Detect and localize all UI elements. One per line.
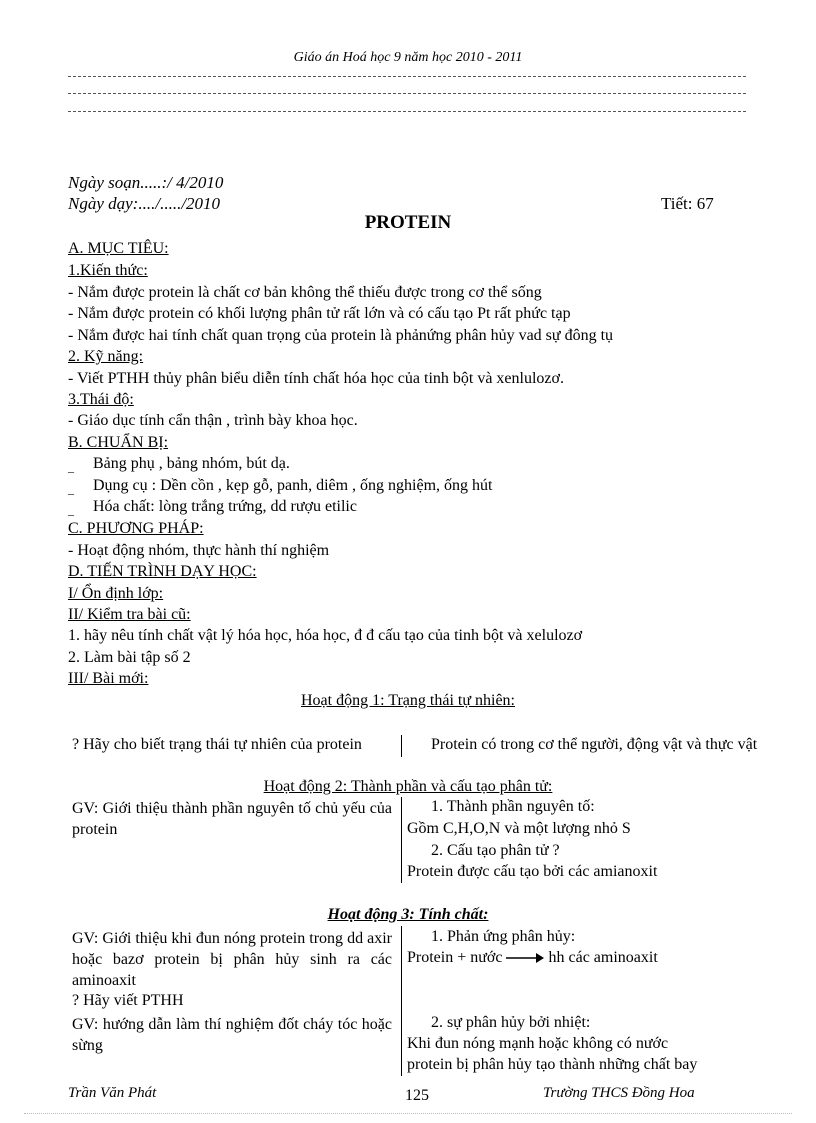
activity-heading: Hoạt động 1: Trạng thái tự nhiên:: [301, 692, 515, 709]
activity-right-line: Protein được cấu tạo bởi các amianoxit: [407, 863, 658, 880]
subsection-heading: 1.Kiến thức:: [68, 262, 148, 279]
activity-left-cell: GV: Giới thiệu khi đun nóng protein trong dd axir hoặc bazơ protein bị phân hủy sinh ra các aminoaxit: [72, 930, 392, 989]
activity-right-line: Gồm C,H,O,N và một lượng nhỏ S: [407, 820, 631, 837]
footer-school: Trường THCS Đồng Hoa: [543, 1085, 695, 1101]
step-heading: I/ Ổn định lớp:: [68, 585, 164, 602]
activity-right-cell: Protein có trong cơ thể người, động vật và thực vật: [431, 736, 758, 753]
page-header: Giáo án Hoá học 9 năm học 2010 - 2011: [293, 50, 523, 65]
section-heading: D. TIẾN TRÌNH DẠY HỌC:: [68, 563, 257, 580]
lesson-number: Tiết: 67: [661, 194, 714, 213]
activity-heading: Hoạt động 2: Thành phần và cấu tạo phân tử:: [263, 778, 553, 795]
page-title: PROTEIN: [364, 212, 452, 233]
section-heading: C. PHƯƠNG PHÁP:: [68, 520, 204, 537]
objective-line: - Nắm được protein là chất cơ bản không thể thiếu được trong cơ thể sống: [68, 284, 542, 301]
activity-right-line: 2. sự phân hủy bởi nhiệt:: [431, 1014, 591, 1031]
bullet-marker: _: [68, 503, 74, 517]
skills-line: - Viết PTHH thủy phân biểu diễn tính chất hóa học của tinh bột và xenlulozơ.: [68, 370, 564, 387]
reaction-arrow-icon: [506, 952, 544, 964]
subsection-heading: 3.Thái độ:: [68, 391, 134, 408]
question-line: 2. Làm bài tập số 2: [68, 649, 191, 666]
question-line: 1. hãy nêu tính chất vật lý hóa học, hóa học, đ đ cấu tạo của tinh bột và xelulozơ: [68, 627, 583, 644]
footer-divider: [24, 1113, 792, 1114]
activity-right-line: Khi đun nóng mạnh hoặc không có nước: [407, 1035, 669, 1052]
activity-right-line: 2. Cấu tạo phân tử ?: [431, 842, 560, 859]
activity-left-line: ? Hãy viết PTHH: [72, 992, 184, 1009]
reaction-equation: [407, 949, 658, 967]
prep-item: Bảng phụ , bảng nhóm, bút dạ.: [93, 455, 290, 472]
products: hh các aminoaxit: [548, 949, 658, 966]
activity-left-cell: ? Hãy cho biết trạng thái tự nhiên của protein: [72, 736, 362, 753]
prep-item: Hóa chất: lòng trắng trứng, dd rượu etilic: [93, 498, 357, 515]
footer-author: Trần Văn Phát: [68, 1085, 157, 1101]
section-heading: A. MỤC TIÊU:: [68, 240, 169, 257]
page-number: 125: [405, 1087, 429, 1104]
activity-right-line: protein bị phân hủy tạo thành những chất bay: [407, 1056, 698, 1073]
attitude-line: - Giáo dục tính cẩn thận , trình bày khoa học.: [68, 412, 358, 429]
divider: [68, 76, 746, 77]
activity-right-line: 1. Thành phần nguyên tố:: [431, 798, 595, 815]
column-divider: [401, 797, 402, 883]
reactants: Protein + nước: [407, 949, 503, 966]
subsection-heading: 2. Kỹ năng:: [68, 348, 144, 365]
divider: [68, 111, 746, 112]
step-heading: III/ Bài mới:: [68, 670, 149, 687]
activity-left-cell: GV: Giới thiệu thành phần nguyên tố chủ yếu của protein: [72, 800, 392, 838]
objective-line: - Nắm được protein có khối lượng phân tử rất lớn và có cấu tạo Pt rất phức tạp: [68, 305, 571, 322]
step-heading: II/ Kiểm tra bài cũ:: [68, 606, 191, 623]
divider: [68, 93, 746, 94]
bullet-marker: _: [68, 460, 74, 474]
column-divider: [401, 735, 402, 757]
column-divider: [401, 926, 402, 1076]
prep-item: Dụng cụ : Dền cồn , kẹp gỗ, panh, diêm , ống nghiệm, ống hút: [93, 477, 493, 494]
section-heading: B. CHUẨN BỊ:: [68, 434, 169, 451]
activity-heading: Hoạt động 3: Tính chất:: [327, 906, 489, 923]
objective-line: - Nắm được hai tính chất quan trọng của protein là phảnứng phân hủy vad sự đông tụ: [68, 327, 614, 344]
bullet-marker: _: [68, 482, 74, 496]
date-prepared: Ngày soạn.....:/ 4/2010: [68, 173, 224, 192]
date-taught: Ngày dạy:..../...../2010: [68, 194, 221, 213]
activity-right-line: 1. Phản ứng phân hủy:: [431, 928, 576, 945]
method-line: - Hoạt động nhóm, thực hành thí nghiệm: [68, 542, 330, 559]
activity-left-cell: GV: hướng dẫn làm thí nghiệm đốt cháy tóc hoặc sừng: [72, 1016, 392, 1054]
